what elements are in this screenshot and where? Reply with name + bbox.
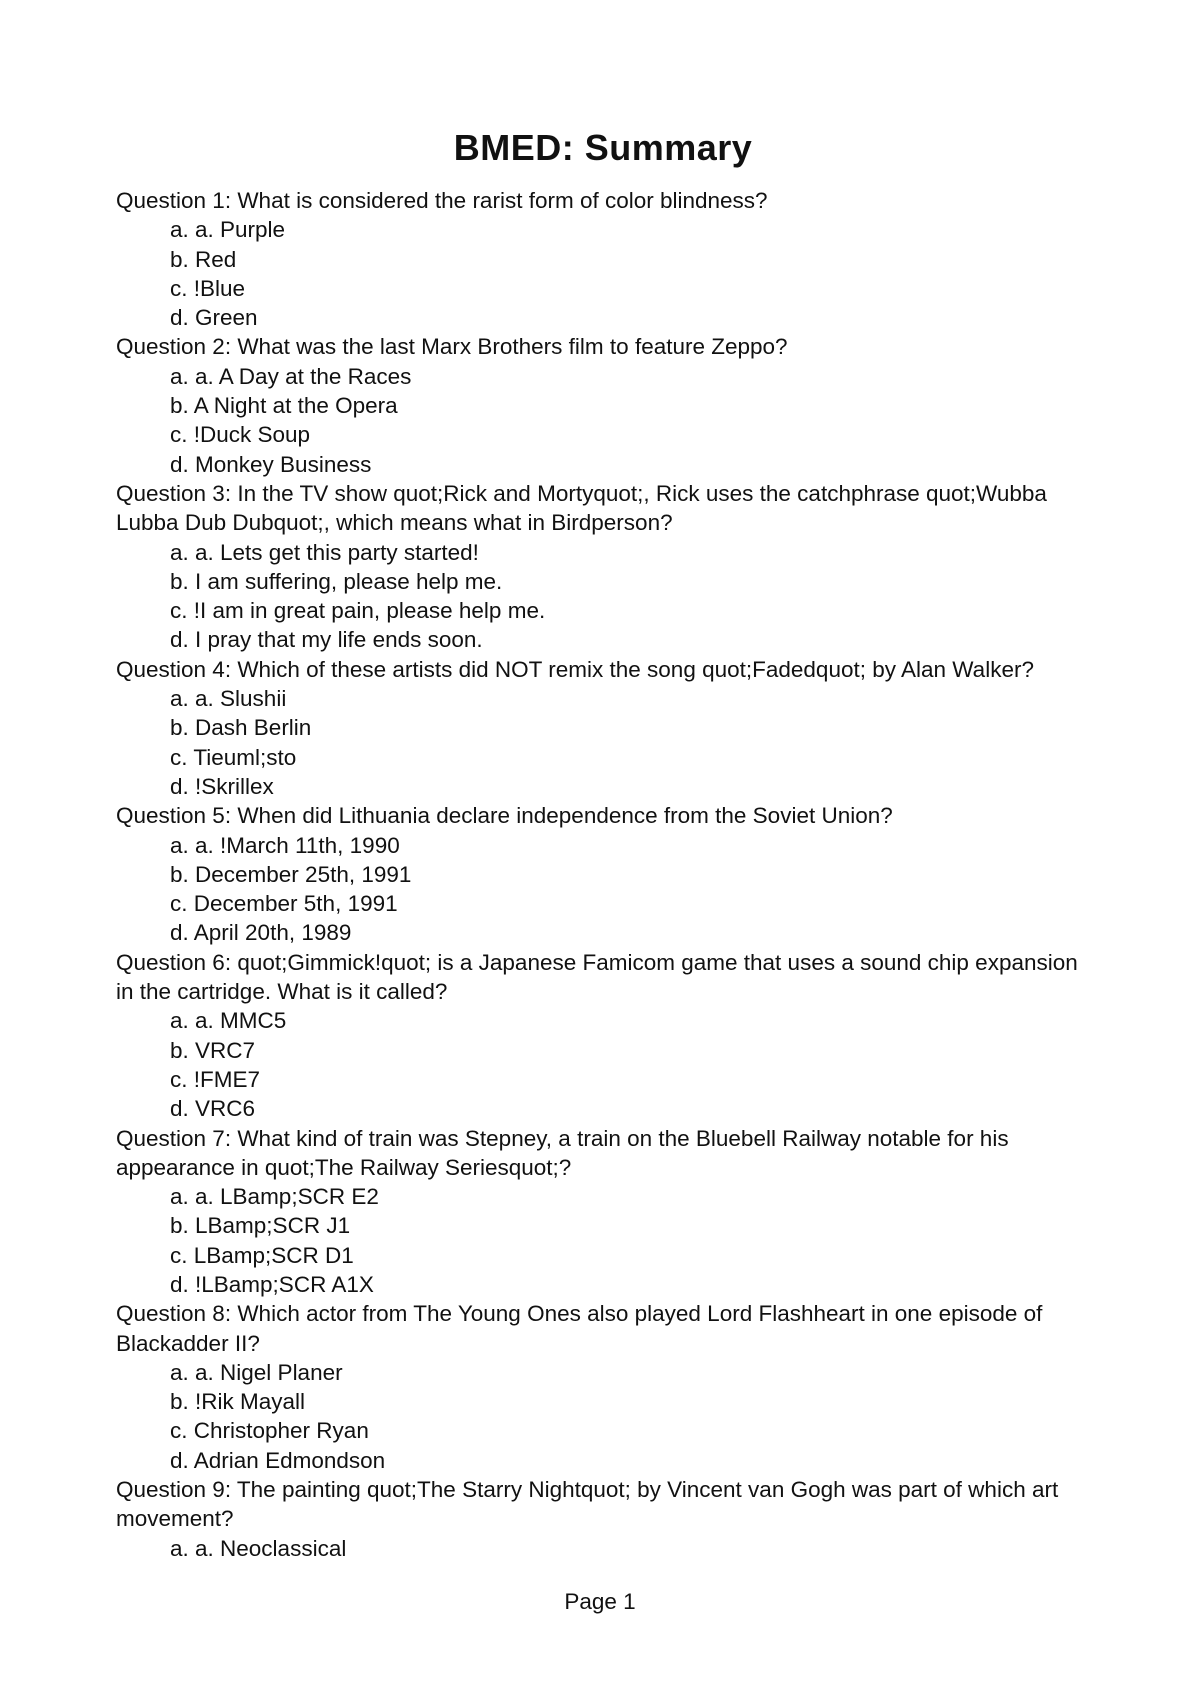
question-text: Question 9: The painting quot;The Starry Nightquot; by Vincent van Gogh was part of which art movement? [116, 1477, 1059, 1532]
answer-option: d. Monkey Business [170, 451, 372, 477]
answer-option: c. !I am in great pain, please help me. [170, 598, 546, 624]
answer-option: b. Dash Berlin [170, 715, 312, 741]
answer-option: c. LBamp;SCR D1 [170, 1242, 354, 1268]
document-title: BMED: Summary [453, 127, 753, 168]
answer-options [116, 831, 1090, 948]
answer-option: b. I am suffering, please help me. [170, 568, 503, 594]
question-3 [116, 479, 1090, 655]
answer-option: b. !Rik Mayall [170, 1389, 306, 1415]
question-4 [116, 655, 1090, 801]
question-9 [116, 1475, 1090, 1563]
question-8 [116, 1299, 1090, 1475]
answer-option: a. a. MMC5 [170, 1008, 287, 1034]
question-5 [116, 801, 1090, 947]
answer-option: c. Christopher Ryan [170, 1418, 369, 1444]
question-text: Question 2: What was the last Marx Brothers film to feature Zeppo? [116, 334, 788, 360]
question-text: Question 6: quot;Gimmick!quot; is a Japanese Famicom game that uses a sound chip expansion in the cartridge. What is it called? [116, 949, 1078, 1005]
answer-option: d. April 20th, 1989 [170, 920, 352, 946]
answer-options [116, 1006, 1090, 1123]
answer-option: c. Tieuml;sto [170, 744, 297, 770]
question-text: Question 8: Which actor from The Young Ones also played Lord Flashheart in one episode of Blackadder II? [116, 1301, 1043, 1356]
answer-options [116, 684, 1090, 801]
answer-options [116, 1182, 1090, 1299]
answer-option: d. Adrian Edmondson [170, 1447, 386, 1473]
answer-option: d. I pray that my life ends soon. [170, 627, 483, 653]
question-6 [116, 948, 1090, 1124]
answer-option: c. !FME7 [170, 1066, 261, 1092]
answer-option: d. VRC6 [170, 1096, 256, 1122]
answer-option: a. a. Purple [170, 217, 286, 243]
question-text: Question 5: When did Lithuania declare independence from the Soviet Union? [116, 803, 893, 829]
page-number: Page 1 [564, 1589, 636, 1614]
answer-options [116, 362, 1090, 479]
question-text: Question 7: What kind of train was Stepney, a train on the Bluebell Railway notable for his appearance in quot;The Railway Seriesquot;? [116, 1125, 1009, 1180]
answer-option: d. !LBamp;SCR A1X [170, 1271, 374, 1297]
question-7 [116, 1124, 1090, 1300]
answer-options [116, 538, 1090, 655]
answer-option: b. December 25th, 1991 [170, 861, 412, 887]
answer-option: a. a. LBamp;SCR E2 [170, 1184, 379, 1210]
answer-options [116, 215, 1090, 332]
answer-option: b. VRC7 [170, 1037, 256, 1063]
question-1 [116, 186, 1090, 332]
answer-options [116, 1534, 1090, 1563]
answer-option: a. a. Slushii [170, 686, 287, 712]
answer-option: a. a. Nigel Planer [170, 1359, 343, 1385]
answer-option: b. Red [170, 246, 237, 272]
answer-option: a. a. Lets get this party started! [170, 539, 479, 565]
answer-options [116, 1358, 1090, 1475]
answer-option: a. a. !March 11th, 1990 [170, 832, 400, 858]
question-text: Question 3: In the TV show quot;Rick and Mortyquot;, Rick uses the catchphrase quot;Wubba Lubba Dub Dubquot;, which means what in Birdperson? [116, 480, 1047, 536]
answer-option: a. a. A Day at the Races [170, 363, 412, 389]
answer-option: c. December 5th, 1991 [170, 891, 398, 917]
answer-option: c. !Blue [170, 275, 246, 301]
question-text: Question 4: Which of these artists did NOT remix the song quot;Fadedquot; by Alan Walker? [116, 656, 1034, 682]
question-list [116, 186, 1090, 1563]
question-text: Question 1: What is considered the rarist form of color blindness? [116, 188, 768, 213]
answer-option: c. !Duck Soup [170, 422, 311, 448]
answer-option: b. LBamp;SCR J1 [170, 1213, 351, 1239]
answer-option: a. a. Neoclassical [170, 1535, 347, 1561]
question-2 [116, 332, 1090, 478]
answer-option: b. A Night at the Opera [170, 393, 398, 419]
answer-option: d. !Skrillex [170, 773, 274, 799]
answer-option: d. Green [170, 305, 258, 331]
